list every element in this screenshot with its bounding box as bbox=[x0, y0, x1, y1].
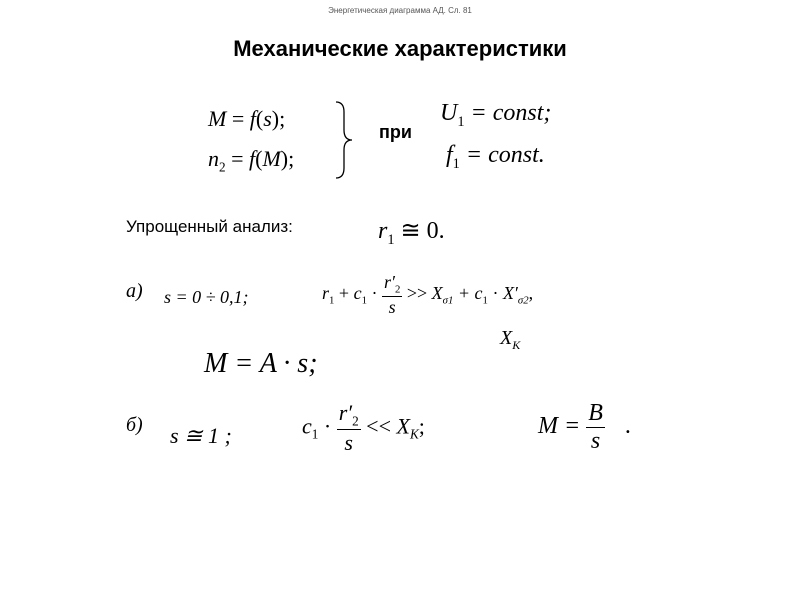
condition-frequency: $f_1$ = const. bbox=[446, 142, 545, 172]
system-line-2: $n_2 = f(M)$; bbox=[208, 146, 295, 175]
case-a-inequality: $r_1 + c_1$ · $\frac{r'_2}{s}$ >> $X_{\sigma 1} + c_1 \cdot X'_{\sigma 2}$, bbox=[322, 272, 534, 317]
header-caption: Энергетическая диаграмма АД. Сл. 81 bbox=[328, 6, 472, 15]
case-b-result: M = $\frac{B}{s}$ . bbox=[538, 400, 631, 454]
conjunction-pri: при bbox=[379, 122, 412, 142]
case-a-xk: $X_К$ bbox=[500, 327, 521, 352]
slide-title: Механические характеристики bbox=[233, 36, 567, 61]
case-a-result: M = A · s; bbox=[204, 348, 318, 379]
case-a-label: а) bbox=[126, 280, 143, 302]
right-brace-icon bbox=[332, 100, 354, 180]
case-b-inequality: $c_1$ · $\frac{r'_2}{s}$ << $X_К$; bbox=[302, 400, 425, 456]
condition-voltage: $U_1$ = const; bbox=[440, 100, 552, 130]
system-line-1: M = f(s); bbox=[208, 106, 286, 131]
simplified-label: Упрощенный анализ: bbox=[126, 217, 293, 236]
case-b-label: б) bbox=[126, 414, 143, 436]
case-a-range: s = 0 ÷ 0,1; bbox=[164, 287, 249, 307]
case-b-range: s ≅ 1 ; bbox=[170, 423, 232, 448]
simplified-formula: $r_1$ ≅ 0. bbox=[378, 218, 445, 248]
